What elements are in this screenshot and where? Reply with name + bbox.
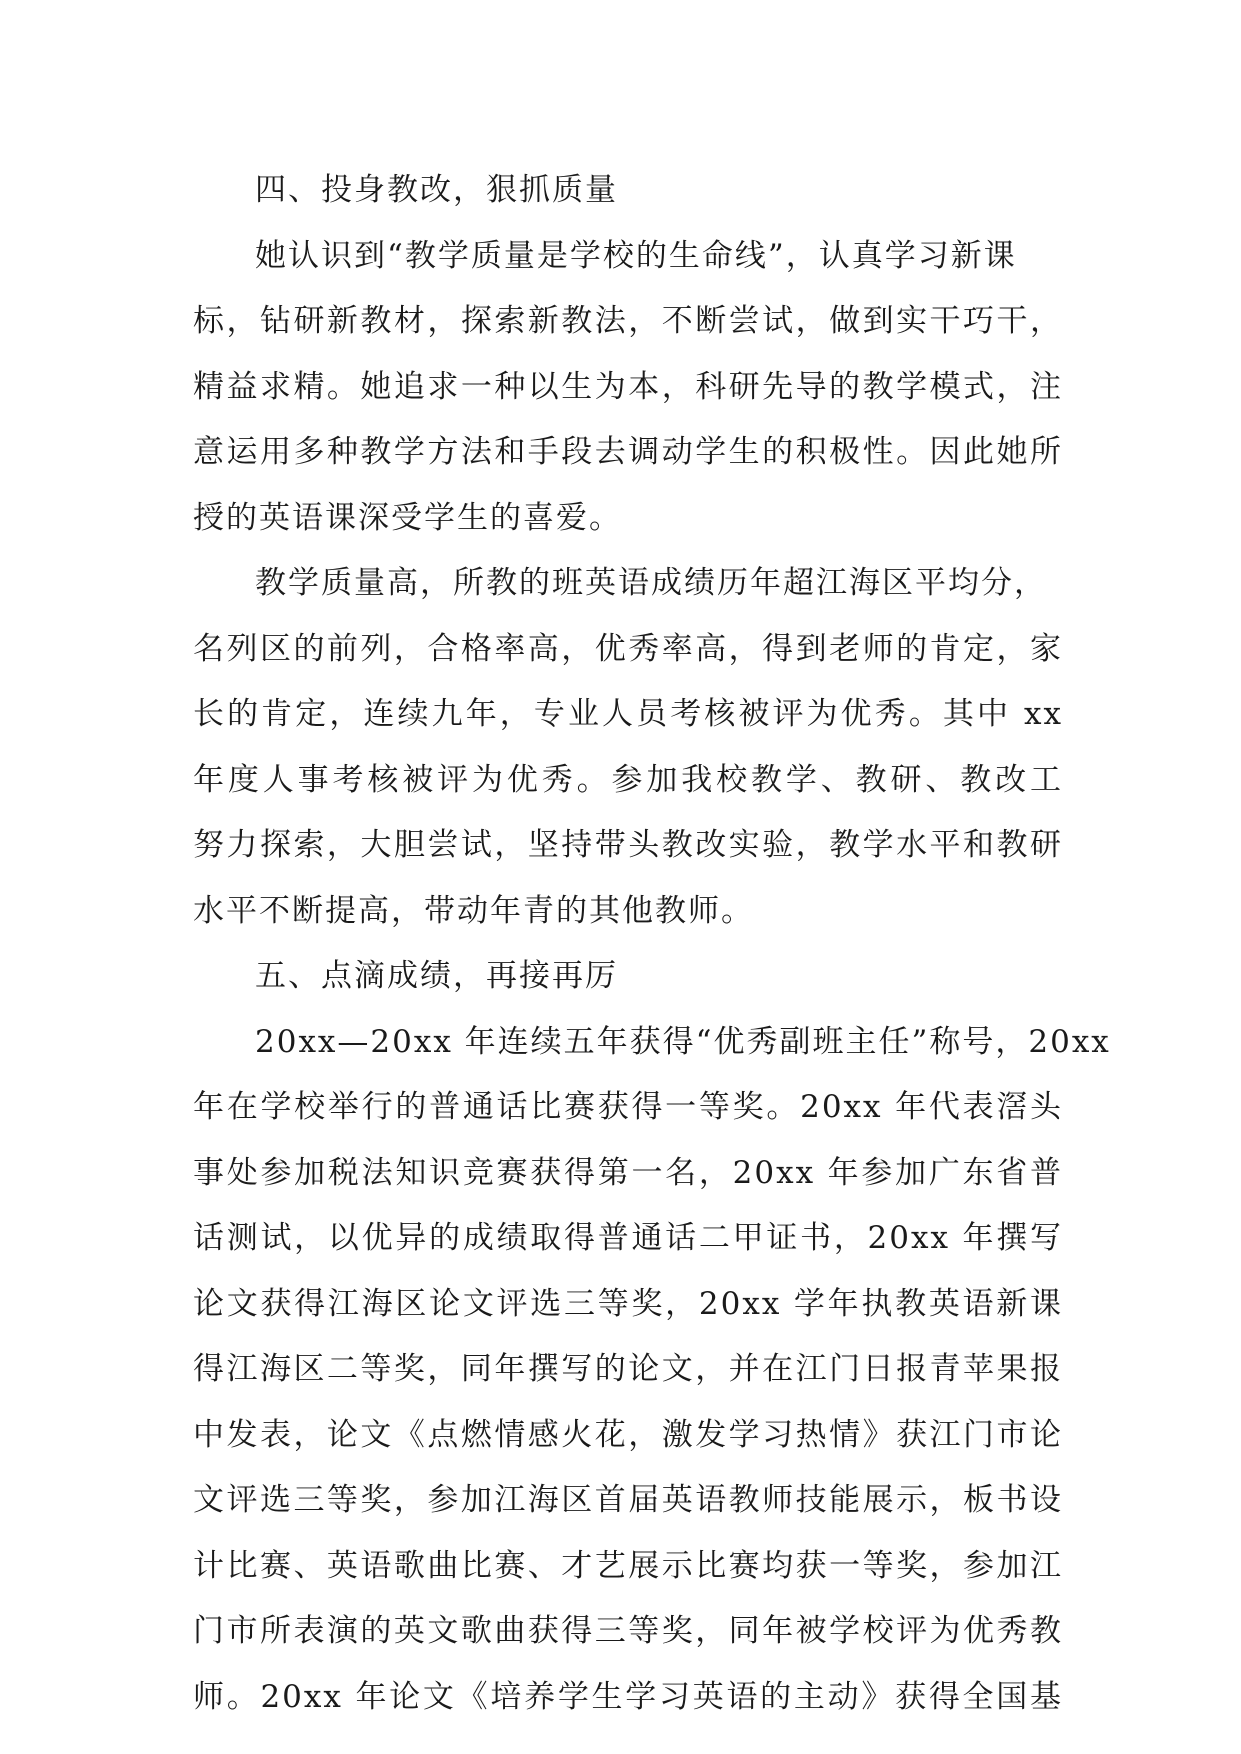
paragraph-3-line: 门市所表演的英文歌曲获得三等奖，同年被学校评为优秀教 xyxy=(193,1613,1063,1649)
paragraph-3-line: 中发表，论文《点燃情感火花，激发学习热情》获江门市论 xyxy=(193,1416,1063,1453)
paragraph-2-line: 努力探索，大胆尝试，坚持带头教改实验，教学水平和教研 xyxy=(193,827,1063,863)
paragraph-3-line: 事处参加税法知识竞赛获得第一名，20xx 年参加广东省普 xyxy=(193,1154,1063,1191)
paragraph-1-line: 精益求精。她追求一种以生为本，科研先导的教学模式，注 xyxy=(193,368,1063,405)
paragraph-3-line: 论文获得江海区论文评选三等奖，20xx 学年执教英语新课 xyxy=(193,1285,1063,1322)
paragraph-3-line: 师。20xx 年论文《培养学生学习英语的主动》获得全国基 xyxy=(193,1678,1063,1715)
paragraph-3-line: 20xx—20xx 年连续五年获得“优秀副班主任”称号，20xx xyxy=(255,1023,1111,1060)
paragraph-1-line: 授的英语课深受学生的喜爱。 xyxy=(193,499,622,536)
section-heading-4: 四、投身教改，狠抓质量 xyxy=(255,172,618,208)
paragraph-1-line: 意运用多种教学方法和手段去调动学生的积极性。因此她所 xyxy=(193,434,1063,470)
paragraph-2-line: 长的肯定，连续九年，专业人员考核被评为优秀。其中 xx xyxy=(193,696,1063,732)
paragraph-3-line: 得江海区二等奖，同年撰写的论文，并在江门日报青苹果报 xyxy=(193,1351,1063,1387)
section-heading-5: 五、点滴成绩，再接再厉 xyxy=(255,958,618,994)
paragraph-1-line: 她认识到“教学质量是学校的生命线”，认真学习新课 xyxy=(255,237,1017,274)
paragraph-2-line: 名列区的前列，合格率高，优秀率高，得到老师的肯定，家 xyxy=(193,630,1063,667)
paragraph-3-line: 年在学校举行的普通话比赛获得一等奖。20xx 年代表滘头 xyxy=(193,1089,1063,1125)
paragraph-3-line: 文评选三等奖，参加江海区首届英语教师技能展示，板书设 xyxy=(193,1482,1063,1518)
paragraph-2-line: 教学质量高，所教的班英语成绩历年超江海区平均分， xyxy=(255,565,1047,601)
paragraph-2-line: 水平不断提高，带动年青的其他教师。 xyxy=(193,892,754,929)
paragraph-3-line: 话测试，以优异的成绩取得普通话二甲证书，20xx 年撰写 xyxy=(193,1220,1063,1256)
paragraph-3-line: 计比赛、英语歌曲比赛、才艺展示比赛均获一等奖，参加江 xyxy=(193,1547,1063,1584)
paragraph-1-line: 标，钻研新教材，探索新教法，不断尝试，做到实干巧干， xyxy=(193,303,1063,339)
document-body xyxy=(193,158,1111,1730)
paragraph-2-line: 年度人事考核被评为优秀。参加我校教学、教研、教改工 xyxy=(193,761,1063,798)
